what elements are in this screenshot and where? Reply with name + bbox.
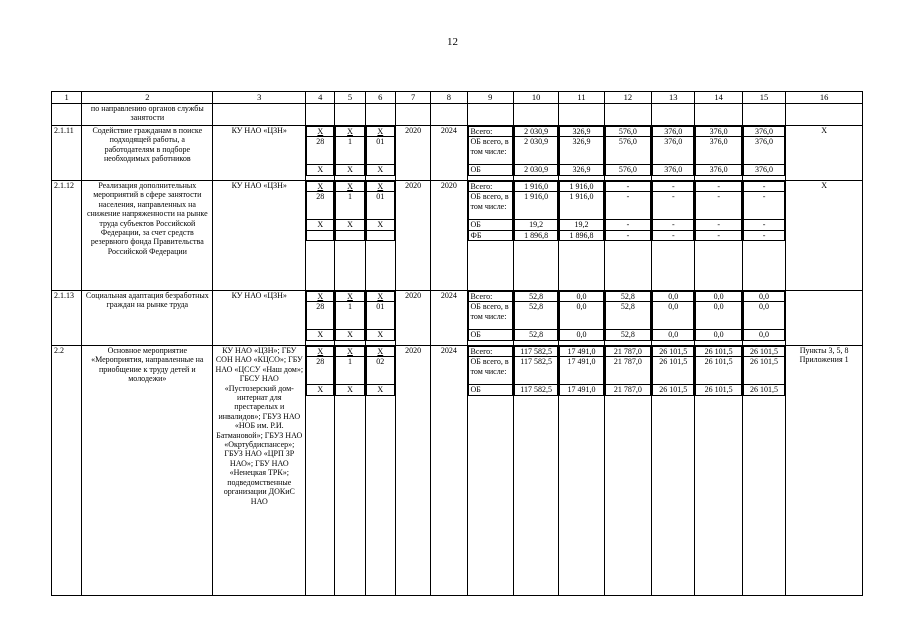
amount: 0,0 xyxy=(653,330,694,340)
amount: - xyxy=(696,230,741,240)
amount: 0,0 xyxy=(696,302,741,330)
end-year: 2024 xyxy=(431,346,467,596)
amount: - xyxy=(605,220,650,230)
intro-text: по направлению органов службы занятости xyxy=(82,104,213,126)
amount: 26 101,5 xyxy=(653,357,694,385)
source-label: Всего: xyxy=(468,292,512,302)
amount: 576,0 xyxy=(605,137,650,165)
value-cell xyxy=(513,181,558,291)
source-label: ОБ xyxy=(468,165,512,175)
notes: Х xyxy=(786,126,863,181)
value-cell xyxy=(559,126,604,181)
source-cell xyxy=(467,346,513,596)
code-cell xyxy=(335,126,365,181)
code-value: 1 xyxy=(336,137,364,165)
row-number: 2.1.11 xyxy=(52,126,82,181)
amount: 19,2 xyxy=(514,220,557,230)
header-cell: 11 xyxy=(559,92,604,104)
source-label: Всего: xyxy=(468,347,512,357)
row-number: 2.2 xyxy=(52,346,82,596)
value-cell xyxy=(742,291,785,346)
code-value: 01 xyxy=(366,192,394,220)
value-cell xyxy=(604,126,651,181)
value-cell xyxy=(695,291,742,346)
source-label: ОБ xyxy=(468,330,512,340)
amount: 26 101,5 xyxy=(696,347,741,357)
header-cell: 8 xyxy=(431,92,467,104)
code-value: Х xyxy=(307,385,334,395)
amount: 0,0 xyxy=(696,292,741,302)
header-cell: 10 xyxy=(513,92,558,104)
amount: 17 491,0 xyxy=(560,357,603,385)
header-cell: 4 xyxy=(306,92,335,104)
code-value: Х xyxy=(307,220,334,230)
amount: 52,8 xyxy=(514,302,557,330)
code-cell xyxy=(306,126,335,181)
code-value: Х xyxy=(366,292,394,302)
amount: 0,0 xyxy=(653,302,694,330)
row-number: 2.1.12 xyxy=(52,181,82,291)
amount: 0,0 xyxy=(696,330,741,340)
source-cell xyxy=(467,181,513,291)
start-year: 2020 xyxy=(395,126,430,181)
value-cell xyxy=(604,346,651,596)
value-cell xyxy=(513,126,558,181)
amount: 21 787,0 xyxy=(605,357,650,385)
executor: КУ НАО «ЦЗН» xyxy=(213,291,306,346)
measure-name: Содействие гражданам в поиске подходящей работы, а работодателям в подборе необходимых работников xyxy=(82,126,213,181)
code-cell xyxy=(306,291,335,346)
code-value: Х xyxy=(336,182,364,192)
value-cell xyxy=(652,126,695,181)
code-value: Х xyxy=(336,165,364,175)
source-cell xyxy=(467,291,513,346)
amount: 0,0 xyxy=(560,330,603,340)
code-value: 1 xyxy=(336,192,364,220)
amount: 17 491,0 xyxy=(560,385,603,395)
header-cell: 6 xyxy=(365,92,395,104)
measure-name: Социальная адаптация безработных граждан на рынке труда xyxy=(82,291,213,346)
amount: 376,0 xyxy=(653,137,694,165)
source-label: ФБ xyxy=(468,230,512,240)
amount: - xyxy=(605,182,650,192)
amount: 326,9 xyxy=(560,165,603,175)
amount: - xyxy=(743,192,784,220)
value-cell xyxy=(559,181,604,291)
amount: 326,9 xyxy=(560,127,603,137)
amount: 376,0 xyxy=(696,127,741,137)
code-value xyxy=(366,230,394,240)
amount: 17 491,0 xyxy=(560,347,603,357)
amount: 0,0 xyxy=(560,292,603,302)
amount: 576,0 xyxy=(605,127,650,137)
amount: - xyxy=(605,192,650,220)
amount: 26 101,5 xyxy=(696,357,741,385)
header-cell: 1 xyxy=(52,92,82,104)
amount: - xyxy=(743,220,784,230)
value-cell xyxy=(559,291,604,346)
amount: 52,8 xyxy=(605,302,650,330)
value-cell xyxy=(604,291,651,346)
value-cell xyxy=(695,126,742,181)
amount: - xyxy=(653,220,694,230)
row-number: 2.1.13 xyxy=(52,291,82,346)
amount: 1 916,0 xyxy=(560,182,603,192)
amount: 1 916,0 xyxy=(560,192,603,220)
source-label: ОБ всего, в том числе: xyxy=(468,357,512,385)
code-value: 02 xyxy=(366,357,394,385)
code-value: Х xyxy=(336,385,364,395)
amount: - xyxy=(696,220,741,230)
amount: 2 030,9 xyxy=(514,137,557,165)
code-cell xyxy=(306,346,335,596)
amount: 26 101,5 xyxy=(743,347,784,357)
source-label: ОБ xyxy=(468,385,512,395)
end-year: 2024 xyxy=(431,291,467,346)
end-year: 2020 xyxy=(431,181,467,291)
code-cell xyxy=(365,126,395,181)
amount: 19,2 xyxy=(560,220,603,230)
amount: 0,0 xyxy=(560,302,603,330)
code-value: Х xyxy=(366,127,394,137)
budget-table xyxy=(51,91,863,596)
value-cell xyxy=(652,291,695,346)
header-cell: 3 xyxy=(213,92,306,104)
code-value: Х xyxy=(366,220,394,230)
page-number: 12 xyxy=(447,36,458,48)
amount: 26 101,5 xyxy=(653,347,694,357)
header-cell: 16 xyxy=(786,92,863,104)
header-cell: 14 xyxy=(695,92,742,104)
code-value: Х xyxy=(307,330,334,340)
amount: - xyxy=(653,182,694,192)
code-value: 28 xyxy=(307,302,334,330)
header-cell: 9 xyxy=(467,92,513,104)
amount: 0,0 xyxy=(743,292,784,302)
source-label: ОБ всего, в том числе: xyxy=(468,192,512,220)
code-value: 01 xyxy=(366,137,394,165)
source-label: ОБ всего, в том числе: xyxy=(468,137,512,165)
code-value: Х xyxy=(366,182,394,192)
value-cell xyxy=(513,346,558,596)
value-cell xyxy=(742,346,785,596)
value-cell xyxy=(559,346,604,596)
code-value: Х xyxy=(336,347,364,357)
amount: 376,0 xyxy=(743,165,784,175)
code-value: Х xyxy=(366,347,394,357)
amount: 117 582,5 xyxy=(514,385,557,395)
code-value: Х xyxy=(307,127,334,137)
start-year: 2020 xyxy=(395,181,430,291)
executor: КУ НАО «ЦЗН» xyxy=(213,181,306,291)
notes: Пункты 3, 5, 8 Приложения 1 xyxy=(786,346,863,596)
code-value: 28 xyxy=(307,357,334,385)
start-year: 2020 xyxy=(395,291,430,346)
amount: 26 101,5 xyxy=(696,385,741,395)
amount: 117 582,5 xyxy=(514,347,557,357)
amount: 52,8 xyxy=(605,292,650,302)
amount: 376,0 xyxy=(696,137,741,165)
amount: 21 787,0 xyxy=(605,385,650,395)
value-cell xyxy=(742,126,785,181)
code-value: Х xyxy=(307,165,334,175)
header-cell: 7 xyxy=(395,92,430,104)
value-cell xyxy=(695,346,742,596)
amount: 376,0 xyxy=(653,165,694,175)
amount: 0,0 xyxy=(653,292,694,302)
code-value: Х xyxy=(366,165,394,175)
amount: 26 101,5 xyxy=(743,385,784,395)
source-label: Всего: xyxy=(468,182,512,192)
code-value: Х xyxy=(336,330,364,340)
measure-name: Основное мероприятие «Мероприятия, направленные на приобщение к труду детей и молодежи» xyxy=(82,346,213,596)
code-value: Х xyxy=(366,385,394,395)
amount: - xyxy=(696,192,741,220)
code-value: Х xyxy=(336,220,364,230)
amount: 1 896,8 xyxy=(560,230,603,240)
table-row xyxy=(52,126,863,181)
code-value: Х xyxy=(307,292,334,302)
start-year: 2020 xyxy=(395,346,430,596)
code-value xyxy=(336,230,364,240)
code-value: 1 xyxy=(336,357,364,385)
amount: 376,0 xyxy=(696,165,741,175)
value-cell xyxy=(513,291,558,346)
code-value: 1 xyxy=(336,302,364,330)
table-row xyxy=(52,181,863,291)
code-cell xyxy=(335,291,365,346)
amount: - xyxy=(605,230,650,240)
code-value: Х xyxy=(336,292,364,302)
amount: 376,0 xyxy=(743,127,784,137)
value-cell xyxy=(742,181,785,291)
executor: КУ НАО «ЦЗН» xyxy=(213,126,306,181)
source-label: ОБ xyxy=(468,220,512,230)
code-cell xyxy=(365,346,395,596)
code-value: Х xyxy=(307,347,334,357)
value-cell xyxy=(695,181,742,291)
table-row xyxy=(52,346,863,596)
source-label: Всего: xyxy=(468,127,512,137)
value-cell xyxy=(652,346,695,596)
notes: Х xyxy=(786,181,863,291)
end-year: 2024 xyxy=(431,126,467,181)
amount: 376,0 xyxy=(743,137,784,165)
amount: 26 101,5 xyxy=(653,385,694,395)
amount: - xyxy=(696,182,741,192)
code-cell xyxy=(306,181,335,291)
value-cell xyxy=(652,181,695,291)
measure-name: Реализация дополнительных мероприятий в сфере занятости населения, направленных на снижение напряженности на рынке труда субъектов Российской Федерации, за счет средств резервного фонда Правительства Российской Федерации xyxy=(82,181,213,291)
executor: КУ НАО «ЦЗН»; ГБУ СОН НАО «КЦСО»; ГБУ НАО «ЦССУ «Наш дом»; ГБСУ НАО «Пустозерский дом-интернат для престарелых и инвалидов»; ГБУЗ НАО «НОБ им. Р.И. Батмановой»; ГБУЗ НАО «Окртубдиспансер»; ГБУЗ НАО «ЦРП ЗР НАО»; ГБУ НАО «Ненецкая ТРК»; подведомственные организации ДОКиС НАО xyxy=(213,346,306,596)
code-value xyxy=(307,230,334,240)
notes xyxy=(786,291,863,346)
amount: 2 030,9 xyxy=(514,165,557,175)
table-row xyxy=(52,291,863,346)
amount: 376,0 xyxy=(653,127,694,137)
amount: 0,0 xyxy=(743,302,784,330)
amount: - xyxy=(653,192,694,220)
code-value: Х xyxy=(366,330,394,340)
amount: 52,8 xyxy=(514,292,557,302)
amount: 576,0 xyxy=(605,165,650,175)
amount: 117 582,5 xyxy=(514,357,557,385)
amount: 1 916,0 xyxy=(514,192,557,220)
code-value: Х xyxy=(307,182,334,192)
amount: 21 787,0 xyxy=(605,347,650,357)
amount: 1 896,8 xyxy=(514,230,557,240)
code-value: Х xyxy=(336,127,364,137)
header-row xyxy=(52,92,863,104)
value-cell xyxy=(604,181,651,291)
source-label: ОБ всего, в том числе: xyxy=(468,302,512,330)
amount: 326,9 xyxy=(560,137,603,165)
source-cell xyxy=(467,126,513,181)
code-cell xyxy=(335,181,365,291)
code-value: 01 xyxy=(366,302,394,330)
amount: 1 916,0 xyxy=(514,182,557,192)
header-cell: 13 xyxy=(652,92,695,104)
amount: - xyxy=(653,230,694,240)
code-cell xyxy=(335,346,365,596)
amount: 52,8 xyxy=(514,330,557,340)
amount: - xyxy=(743,182,784,192)
amount: 26 101,5 xyxy=(743,357,784,385)
code-value: 28 xyxy=(307,192,334,220)
amount: 52,8 xyxy=(605,330,650,340)
code-cell xyxy=(365,181,395,291)
intro-row xyxy=(52,104,863,126)
header-cell: 2 xyxy=(82,92,213,104)
amount: 2 030,9 xyxy=(514,127,557,137)
header-cell: 5 xyxy=(335,92,365,104)
amount: 0,0 xyxy=(743,330,784,340)
code-cell xyxy=(365,291,395,346)
code-value: 28 xyxy=(307,137,334,165)
amount: - xyxy=(743,230,784,240)
header-cell: 15 xyxy=(742,92,785,104)
header-cell: 12 xyxy=(604,92,651,104)
